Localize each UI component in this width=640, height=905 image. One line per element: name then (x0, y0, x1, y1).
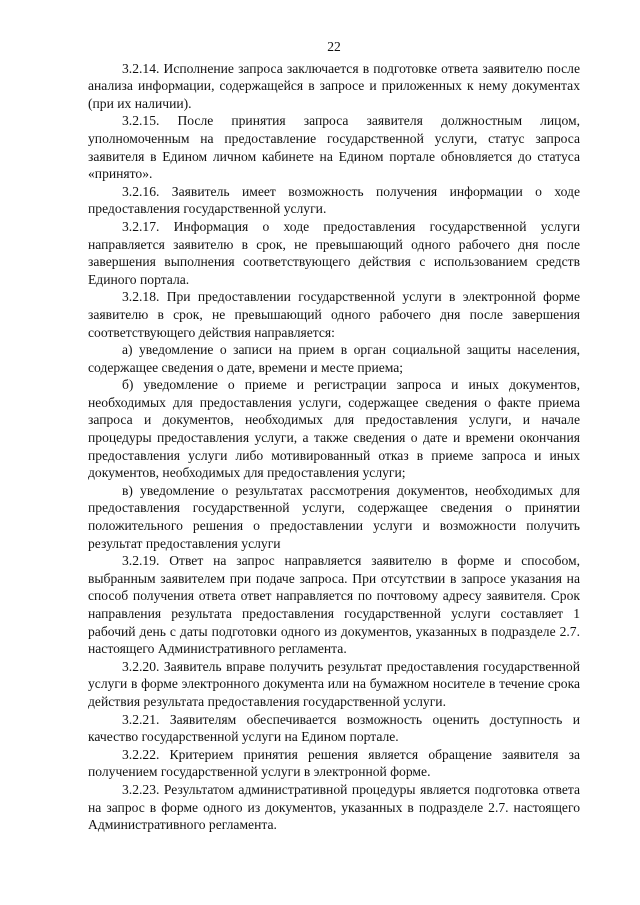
paragraph-3-2-22: 3.2.22. Критерием принятия решения является обращение заявителя за получением государственной услуги в электронной форме. (88, 746, 580, 780)
document-page (88, 38, 580, 834)
paragraph-3-2-15: 3.2.15. После принятия запроса заявителя должностным лицом, уполномоченным на предоставление государственной услуги, статус запроса заявителя в Едином личном кабинете на Едином портале обновляется до статуса «принято». (88, 113, 580, 182)
page-number: 22 (327, 39, 341, 54)
paragraph-3-2-21: 3.2.21. Заявителям обеспечивается возможность оценить доступность и качество государственной услуги на Едином портале. (88, 711, 580, 745)
paragraph-item-v: в) уведомление о результатах рассмотрения документов, необходимых для предоставления государственной услуги, содержащее сведения о принятии положительного решения о предоставлении услуги и возможности получить результат предоставления услуги (88, 482, 580, 551)
paragraph-3-2-16: 3.2.16. Заявитель имеет возможность получения информации о ходе предоставления государственной услуги. (88, 183, 580, 217)
paragraph-item-b: б) уведомление о приеме и регистрации запроса и иных документов, необходимых для предоставления услуги, содержащее сведения о факте приема запроса и документов, необходимых для предоставления услуги, и начале процедуры предоставления услуги, а также сведения о дате и времени окончания предоставления услуги либо мотивированный отказ в приеме запроса и иных документов, необходимых для предоставления услуги; (88, 377, 580, 481)
paragraph-3-2-23: 3.2.23. Результатом административной процедуры является подготовка ответа на запрос в форме одного из документов, указанных в подразделе 2.7. настоящего Административного регламента. (88, 781, 580, 833)
paragraph-3-2-14: 3.2.14. Исполнение запроса заключается в подготовке ответа заявителю после анализа информации, содержащейся в запросе и приложенных к нему документах (при их наличии). (88, 60, 580, 111)
paragraph-item-a: а) уведомление о записи на прием в орган социальной защиты населения, содержащее сведения о дате, времени и месте приема; (88, 342, 580, 375)
paragraph-3-2-20: 3.2.20. Заявитель вправе получить результат предоставления государственной услуги в форме электронного документа или на бумажном носителе в течение срока действия результата предоставления государственной услуги. (88, 658, 580, 709)
paragraph-3-2-19: 3.2.19. Ответ на запрос направляется заявителю в форме и способом, выбранным заявителем при подаче запроса. При отсутствии в запросе указания на способ получения ответа ответ направляется по почтовому адресу заявителя. Срок направления результата предоставления государственной услуги составляет 1 рабочий день с даты подготовки одного из документов, указанных в подразделе 2.7. настоящего Административного регламента. (88, 553, 580, 657)
paragraph-3-2-18: 3.2.18. При предоставлении государственной услуги в электронной форме заявителю в срок, не превышающий одного рабочего дня после завершения соответствующего действия направляется: (88, 289, 580, 340)
paragraph-3-2-17: 3.2.17. Информация о ходе предоставления государственной услуги направляется заявителю в срок, не превышающий одного рабочего дня после завершения выполнения соответствующего действия с использованием средств Единого портала. (88, 218, 580, 287)
